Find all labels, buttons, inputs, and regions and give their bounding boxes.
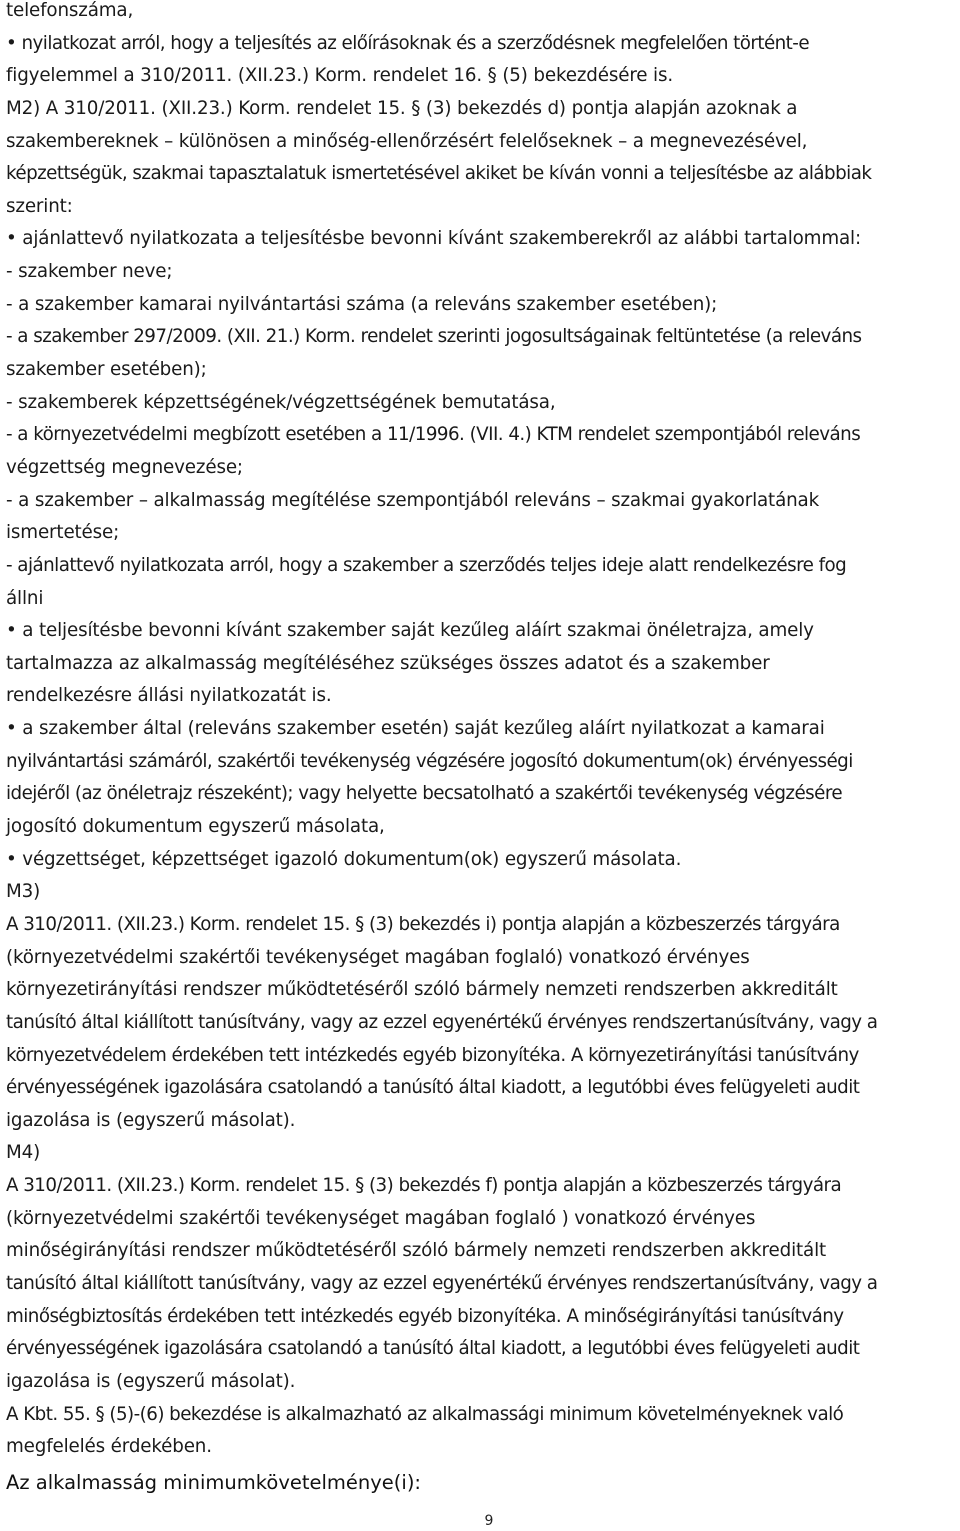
page-number: 9 <box>484 1513 494 1529</box>
text-line: végzettség megnevezése; <box>6 456 243 478</box>
text-line: szakembereknek – különösen a minőség-ellenőrzésért felelőseknek – a megnevezésével, <box>6 130 808 152</box>
text-line: • végzettséget, képzettséget igazoló dokumentum(ok) egyszerű másolata. <box>6 848 682 870</box>
text-line: - szakember neve; <box>6 261 173 283</box>
text-line: szerint: <box>6 195 73 217</box>
text-line: A 310/2011. (XII.23.) Korm. rendelet 15. § (3) bekezdés f) pontja alapján a közbeszerzés tárgyára <box>6 1175 842 1197</box>
text-line: tanúsító által kiállított tanúsítvány, vagy az ezzel egyenértékű érvényes rendszertanúsítvány, vagy a <box>6 1272 878 1294</box>
document-body <box>6 0 956 1498</box>
text-line: rendelkezésre állási nyilatkozatát is. <box>6 685 332 707</box>
text-line: M4) <box>6 1142 41 1164</box>
text-line: képzettségük, szakmai tapasztalatuk ismertetésével akiket be kíván vonni a teljesítésbe az alábbiak <box>6 163 872 185</box>
text-line: - szakemberek képzettségének/végzettségének bemutatása, <box>6 391 556 413</box>
text-line: - a szakember kamarai nyilvántartási száma (a releváns szakember esetében); <box>6 293 718 315</box>
text-line: - a szakember – alkalmasság megítélése szempontjából releváns – szakmai gyakorlatának <box>6 489 820 511</box>
text-line: - ajánlattevő nyilatkozata arról, hogy a szakember a szerződés teljes ideje alatt rendelkezésre fog <box>6 554 847 576</box>
text-line: A Kbt. 55. § (5)-(6) bekezdése is alkalmazható az alkalmassági minimum követelményeknek való <box>6 1403 844 1425</box>
text-line: tanúsító által kiállított tanúsítvány, vagy az ezzel egyenértékű érvényes rendszertanúsítvány, vagy a <box>6 1011 878 1033</box>
text-line: telefonszáma, <box>6 0 134 21</box>
text-line: környezetvédelem érdekében tett intézkedés egyéb bizonyítéka. A környezetirányítási tanúsítvány <box>6 1044 859 1066</box>
text-line: • a szakember által (releváns szakember esetén) saját kezűleg aláírt nyilatkozat a kamarai <box>6 718 825 740</box>
text-line: állni <box>6 587 44 609</box>
text-line: (környezetvédelmi szakértői tevékenységet magában foglaló) vonatkozó érvényes <box>6 946 750 968</box>
text-line: megfelelés érdekében. <box>6 1436 212 1458</box>
text-line: A 310/2011. (XII.23.) Korm. rendelet 15. § (3) bekezdés i) pontja alapján a közbeszerzés tárgyára <box>6 913 840 935</box>
section-heading: Az alkalmasság minimumkövetelménye(i): <box>6 1470 422 1494</box>
text-line: - a szakember 297/2009. (XII. 21.) Korm. rendelet szerinti jogosultságainak feltüntetése (a releváns <box>6 326 862 348</box>
text-line: tartalmazza az alkalmasság megítéléséhez szükséges összes adatot és a szakember <box>6 652 770 674</box>
text-line: • a teljesítésbe bevonni kívánt szakember saját kezűleg aláírt szakmai önéletrajza, amely <box>6 620 814 642</box>
text-line: igazolása is (egyszerű másolat). <box>6 1370 296 1392</box>
text-line: szakember esetében); <box>6 359 207 381</box>
text-line: minőségirányítási rendszer működtetéséről szóló bármely nemzeti rendszerben akkreditált <box>6 1240 827 1262</box>
text-line: M2) A 310/2011. (XII.23.) Korm. rendelet 15. § (3) bekezdés d) pontja alapján azoknak a <box>6 97 798 119</box>
text-line: (környezetvédelmi szakértői tevékenységet magában foglaló ) vonatkozó érvényes <box>6 1207 756 1229</box>
text-line: érvényességének igazolására csatolandó a tanúsító által kiadott, a legutóbbi éves felügyeleti audit <box>6 1338 860 1360</box>
text-line: idejéről (az önéletrajz részeként); vagy helyette becsatolható a szakértői tevékenység végzésére <box>6 783 843 805</box>
text-line: • ajánlattevő nyilatkozata a teljesítésbe bevonni kívánt szakemberekről az alábbi tartalommal: <box>6 228 861 250</box>
text-line: igazolása is (egyszerű másolat). <box>6 1109 296 1131</box>
text-line: környezetirányítási rendszer működtetéséről szóló bármely nemzeti rendszerben akkreditált <box>6 979 838 1001</box>
text-line: - a környezetvédelmi megbízott esetében a 11/1996. (VII. 4.) KTM rendelet szempontjából releváns <box>6 424 861 446</box>
text-line: figyelemmel a 310/2011. (XII.23.) Korm. rendelet 16. § (5) bekezdésére is. <box>6 65 674 87</box>
text-line: nyilvántartási számáról, szakértői tevékenység végzésére jogosító dokumentum(ok) érvényességi <box>6 750 853 772</box>
text-line: • nyilatkozat arról, hogy a teljesítés az előírásoknak és a szerződésnek megfelelően történt-e <box>6 32 810 54</box>
text-line: M3) <box>6 881 41 903</box>
text-line: minőségbiztosítás érdekében tett intézkedés egyéb bizonyítéka. A minőségirányítási tanúsítvány <box>6 1305 844 1327</box>
text-line: érvényességének igazolására csatolandó a tanúsító által kiadott, a legutóbbi éves felügyeleti audit <box>6 1077 860 1099</box>
text-line: ismertetése; <box>6 522 120 544</box>
text-line: jogosító dokumentum egyszerű másolata, <box>6 816 385 838</box>
